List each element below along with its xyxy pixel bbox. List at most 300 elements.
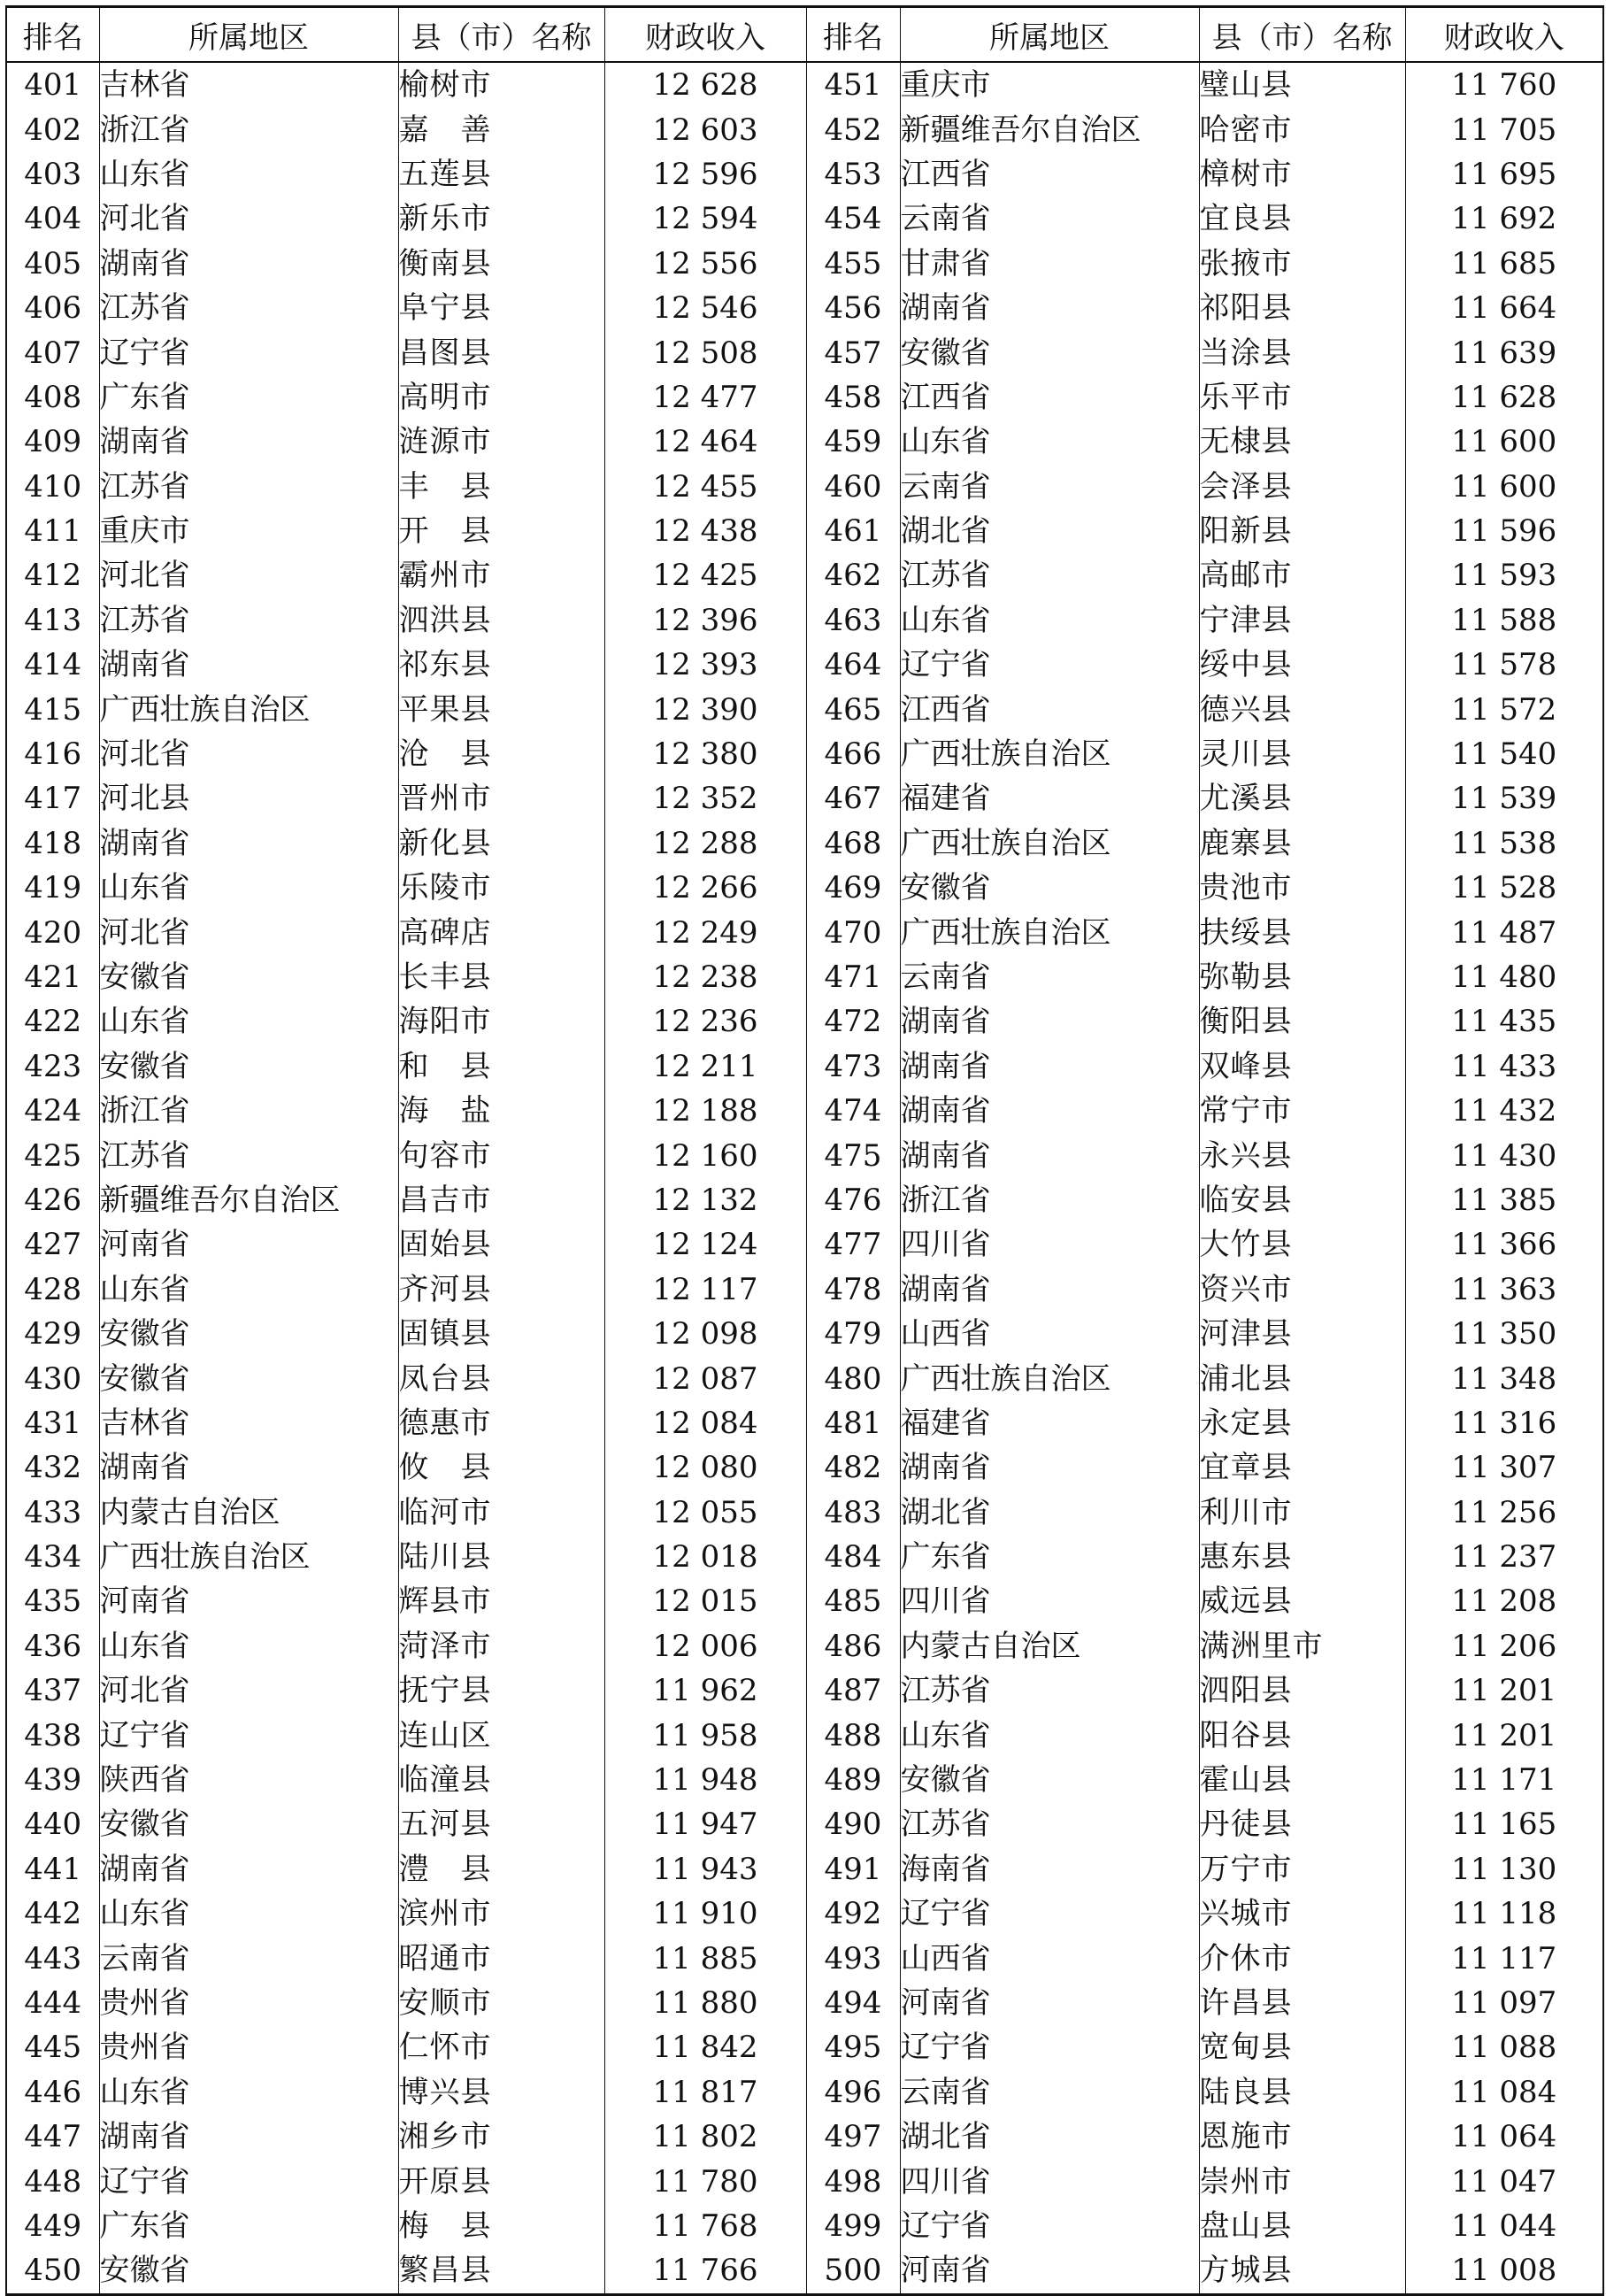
rank-cell: 428 — [6, 1267, 99, 1312]
table-row — [6, 107, 1603, 151]
rank-cell: 440 — [6, 1802, 99, 1846]
revenue-cell: 11 256 — [1405, 1491, 1603, 1535]
county-cell: 五河县 — [398, 1802, 604, 1846]
rank-cell: 452 — [806, 107, 900, 151]
revenue-cell: 11 780 — [604, 2159, 806, 2203]
table-body — [6, 62, 1603, 2294]
region-cell: 湖南省 — [900, 1044, 1199, 1089]
region-cell: 湖北省 — [900, 2115, 1199, 2159]
region-cell: 辽宁省 — [99, 330, 398, 374]
revenue-cell: 12 628 — [604, 62, 806, 107]
region-cell: 山东省 — [900, 420, 1199, 464]
region-cell: 江苏省 — [900, 1668, 1199, 1713]
region-cell: 四川省 — [900, 2159, 1199, 2203]
revenue-cell: 11 768 — [604, 2204, 806, 2248]
revenue-cell: 12 380 — [604, 732, 806, 776]
rank-cell: 445 — [6, 2025, 99, 2069]
revenue-cell: 12 266 — [604, 866, 806, 910]
table-row — [6, 1936, 1603, 1980]
table-row — [6, 1981, 1603, 2025]
revenue-cell: 11 118 — [1405, 1892, 1603, 1936]
rank-cell: 461 — [806, 509, 900, 553]
region-cell: 广西壮族自治区 — [900, 732, 1199, 776]
region-cell: 江苏省 — [99, 286, 398, 330]
rank-cell: 443 — [6, 1936, 99, 1980]
county-cell: 河津县 — [1199, 1312, 1405, 1356]
county-cell: 当涂县 — [1199, 330, 1405, 374]
rank-cell: 482 — [806, 1445, 900, 1490]
region-cell: 江西省 — [900, 152, 1199, 196]
revenue-cell: 11 208 — [1405, 1579, 1603, 1623]
county-cell: 兴城市 — [1199, 1892, 1405, 1936]
region-cell: 山东省 — [99, 866, 398, 910]
county-cell: 抚宁县 — [398, 1668, 604, 1713]
county-cell: 无棣县 — [1199, 420, 1405, 464]
revenue-cell: 11 628 — [1405, 375, 1603, 420]
revenue-cell: 11 885 — [604, 1936, 806, 1980]
county-cell: 满洲里市 — [1199, 1624, 1405, 1668]
table-row — [6, 1758, 1603, 1802]
rank-cell: 441 — [6, 1847, 99, 1892]
rank-cell: 442 — [6, 1892, 99, 1936]
revenue-cell: 11 480 — [1405, 955, 1603, 999]
rank-cell: 486 — [806, 1624, 900, 1668]
county-cell: 大竹县 — [1199, 1222, 1405, 1267]
rank-cell: 410 — [6, 465, 99, 509]
county-cell: 威远县 — [1199, 1579, 1405, 1623]
county-cell: 高碑店 — [398, 910, 604, 954]
region-cell: 河北省 — [99, 1668, 398, 1713]
region-cell: 安徽省 — [99, 2248, 398, 2294]
county-cell: 利川市 — [1199, 1491, 1405, 1535]
rank-cell: 448 — [6, 2159, 99, 2203]
county-cell: 高邮市 — [1199, 553, 1405, 597]
region-cell: 山西省 — [900, 1312, 1199, 1356]
revenue-cell: 11 044 — [1405, 2204, 1603, 2248]
region-cell: 河南省 — [900, 1981, 1199, 2025]
region-cell: 江苏省 — [900, 1802, 1199, 1846]
header-region-right: 所属地区 — [900, 7, 1199, 63]
rank-cell: 405 — [6, 242, 99, 286]
county-cell: 沧 县 — [398, 732, 604, 776]
county-cell: 崇州市 — [1199, 2159, 1405, 2203]
region-cell: 山东省 — [900, 1713, 1199, 1757]
table-row — [6, 910, 1603, 954]
revenue-cell: 12 464 — [604, 420, 806, 464]
rank-cell: 421 — [6, 955, 99, 999]
region-cell: 辽宁省 — [900, 1892, 1199, 1936]
header-county-right: 县（市）名称 — [1199, 7, 1405, 63]
county-cell: 德兴县 — [1199, 687, 1405, 731]
table-row — [6, 1802, 1603, 1846]
county-cell: 阜宁县 — [398, 286, 604, 330]
revenue-cell: 12 603 — [604, 107, 806, 151]
rank-cell: 479 — [806, 1312, 900, 1356]
fiscal-revenue-ranking-table — [5, 5, 1604, 2296]
rank-cell: 401 — [6, 62, 99, 107]
rank-cell: 417 — [6, 776, 99, 821]
county-cell: 连山区 — [398, 1713, 604, 1757]
table-row — [6, 2115, 1603, 2159]
region-cell: 山西省 — [900, 1936, 1199, 1980]
revenue-cell: 12 508 — [604, 330, 806, 374]
rank-cell: 427 — [6, 1222, 99, 1267]
revenue-cell: 12 236 — [604, 999, 806, 1044]
table-row — [6, 2204, 1603, 2248]
rank-cell: 437 — [6, 1668, 99, 1713]
region-cell: 江苏省 — [99, 1133, 398, 1177]
county-cell: 齐河县 — [398, 1267, 604, 1312]
region-cell: 安徽省 — [900, 1758, 1199, 1802]
county-cell: 辉县市 — [398, 1579, 604, 1623]
revenue-cell: 12 249 — [604, 910, 806, 954]
rank-cell: 436 — [6, 1624, 99, 1668]
revenue-cell: 12 546 — [604, 286, 806, 330]
rank-cell: 462 — [806, 553, 900, 597]
revenue-cell: 11 948 — [604, 1758, 806, 1802]
region-cell: 江苏省 — [99, 465, 398, 509]
county-cell: 会泽县 — [1199, 465, 1405, 509]
rank-cell: 494 — [806, 1981, 900, 2025]
rank-cell: 402 — [6, 107, 99, 151]
region-cell: 湖北省 — [900, 1491, 1199, 1535]
rank-cell: 459 — [806, 420, 900, 464]
revenue-cell: 11 366 — [1405, 1222, 1603, 1267]
table-row — [6, 1222, 1603, 1267]
region-cell: 安徽省 — [99, 1044, 398, 1089]
rank-cell: 403 — [6, 152, 99, 196]
region-cell: 贵州省 — [99, 1981, 398, 2025]
revenue-cell: 11 538 — [1405, 821, 1603, 866]
region-cell: 云南省 — [900, 465, 1199, 509]
rank-cell: 432 — [6, 1445, 99, 1490]
county-cell: 凤台县 — [398, 1356, 604, 1400]
county-cell: 哈密市 — [1199, 107, 1405, 151]
revenue-cell: 11 572 — [1405, 687, 1603, 731]
revenue-cell: 11 842 — [604, 2025, 806, 2069]
revenue-cell: 11 685 — [1405, 242, 1603, 286]
county-cell: 泗阳县 — [1199, 1668, 1405, 1713]
revenue-cell: 11 639 — [1405, 330, 1603, 374]
rank-cell: 478 — [806, 1267, 900, 1312]
region-cell: 湖南省 — [99, 821, 398, 866]
rank-cell: 413 — [6, 598, 99, 643]
revenue-cell: 11 664 — [1405, 286, 1603, 330]
revenue-cell: 12 396 — [604, 598, 806, 643]
table-row — [6, 1491, 1603, 1535]
revenue-cell: 12 124 — [604, 1222, 806, 1267]
region-cell: 河北县 — [99, 776, 398, 821]
county-cell: 灵川县 — [1199, 732, 1405, 776]
revenue-cell: 11 943 — [604, 1847, 806, 1892]
region-cell: 福建省 — [900, 1401, 1199, 1445]
region-cell: 重庆市 — [900, 62, 1199, 107]
region-cell: 云南省 — [99, 1936, 398, 1980]
revenue-cell: 11 084 — [1405, 2070, 1603, 2115]
region-cell: 湖南省 — [900, 1089, 1199, 1133]
rank-cell: 415 — [6, 687, 99, 731]
revenue-cell: 11 760 — [1405, 62, 1603, 107]
table-row — [6, 1401, 1603, 1445]
table-row — [6, 821, 1603, 866]
table-row — [6, 2025, 1603, 2069]
rank-cell: 466 — [806, 732, 900, 776]
revenue-cell: 12 015 — [604, 1579, 806, 1623]
revenue-cell: 12 006 — [604, 1624, 806, 1668]
rank-cell: 483 — [806, 1491, 900, 1535]
county-cell: 嘉 善 — [398, 107, 604, 151]
rank-cell: 474 — [806, 1089, 900, 1133]
rank-cell: 469 — [806, 866, 900, 910]
rank-cell: 414 — [6, 643, 99, 687]
county-cell: 万宁市 — [1199, 1847, 1405, 1892]
rank-cell: 438 — [6, 1713, 99, 1757]
region-cell: 江苏省 — [99, 598, 398, 643]
table-row — [6, 1713, 1603, 1757]
rank-cell: 455 — [806, 242, 900, 286]
revenue-cell: 11 432 — [1405, 1089, 1603, 1133]
rank-cell: 492 — [806, 1892, 900, 1936]
revenue-cell: 12 211 — [604, 1044, 806, 1089]
region-cell: 安徽省 — [900, 330, 1199, 374]
rank-cell: 491 — [806, 1847, 900, 1892]
revenue-cell: 11 363 — [1405, 1267, 1603, 1312]
county-cell: 新化县 — [398, 821, 604, 866]
revenue-cell: 11 201 — [1405, 1713, 1603, 1757]
rank-cell: 420 — [6, 910, 99, 954]
rank-cell: 463 — [806, 598, 900, 643]
county-cell: 盘山县 — [1199, 2204, 1405, 2248]
county-cell: 贵池市 — [1199, 866, 1405, 910]
county-cell: 开原县 — [398, 2159, 604, 2203]
county-cell: 尤溪县 — [1199, 776, 1405, 821]
revenue-cell: 12 098 — [604, 1312, 806, 1356]
region-cell: 辽宁省 — [99, 1713, 398, 1757]
region-cell: 广西壮族自治区 — [900, 821, 1199, 866]
rank-cell: 453 — [806, 152, 900, 196]
region-cell: 广西壮族自治区 — [99, 687, 398, 731]
rank-cell: 495 — [806, 2025, 900, 2069]
rank-cell: 430 — [6, 1356, 99, 1400]
county-cell: 衡阳县 — [1199, 999, 1405, 1044]
county-cell: 惠东县 — [1199, 1535, 1405, 1579]
table-row — [6, 955, 1603, 999]
rank-cell: 500 — [806, 2248, 900, 2294]
region-cell: 山东省 — [99, 2070, 398, 2115]
revenue-cell: 11 047 — [1405, 2159, 1603, 2203]
region-cell: 安徽省 — [99, 955, 398, 999]
rank-cell: 457 — [806, 330, 900, 374]
rank-cell: 431 — [6, 1401, 99, 1445]
rank-cell: 468 — [806, 821, 900, 866]
rank-cell: 426 — [6, 1178, 99, 1222]
rank-cell: 499 — [806, 2204, 900, 2248]
county-cell: 平果县 — [398, 687, 604, 731]
header-county-left: 县（市）名称 — [398, 7, 604, 63]
revenue-cell: 12 596 — [604, 152, 806, 196]
table-row — [6, 465, 1603, 509]
rank-cell: 470 — [806, 910, 900, 954]
revenue-cell: 11 695 — [1405, 152, 1603, 196]
table-row — [6, 2248, 1603, 2294]
region-cell: 福建省 — [900, 776, 1199, 821]
rank-cell: 406 — [6, 286, 99, 330]
revenue-cell: 11 802 — [604, 2115, 806, 2159]
revenue-cell: 11 766 — [604, 2248, 806, 2294]
revenue-cell: 12 594 — [604, 196, 806, 241]
county-cell: 澧 县 — [398, 1847, 604, 1892]
rank-cell: 485 — [806, 1579, 900, 1623]
region-cell: 江西省 — [900, 687, 1199, 731]
rank-cell: 425 — [6, 1133, 99, 1177]
rank-cell: 429 — [6, 1312, 99, 1356]
county-cell: 高明市 — [398, 375, 604, 420]
region-cell: 辽宁省 — [99, 2159, 398, 2203]
revenue-cell: 11 088 — [1405, 2025, 1603, 2069]
county-cell: 长丰县 — [398, 955, 604, 999]
region-cell: 湖南省 — [900, 286, 1199, 330]
rank-cell: 460 — [806, 465, 900, 509]
region-cell: 河北省 — [99, 732, 398, 776]
revenue-cell: 12 084 — [604, 1401, 806, 1445]
county-cell: 博兴县 — [398, 2070, 604, 2115]
region-cell: 湖南省 — [900, 999, 1199, 1044]
region-cell: 山东省 — [99, 999, 398, 1044]
rank-cell: 471 — [806, 955, 900, 999]
region-cell: 安徽省 — [99, 1312, 398, 1356]
table-row — [6, 1356, 1603, 1400]
rank-cell: 407 — [6, 330, 99, 374]
region-cell: 辽宁省 — [900, 2204, 1199, 2248]
rank-cell: 456 — [806, 286, 900, 330]
county-cell: 陆良县 — [1199, 2070, 1405, 2115]
rank-cell: 464 — [806, 643, 900, 687]
revenue-cell: 11 692 — [1405, 196, 1603, 241]
rank-cell: 408 — [6, 375, 99, 420]
table-row — [6, 643, 1603, 687]
rank-cell: 409 — [6, 420, 99, 464]
region-cell: 云南省 — [900, 196, 1199, 241]
rank-cell: 473 — [806, 1044, 900, 1089]
table-row — [6, 152, 1603, 196]
region-cell: 江苏省 — [900, 553, 1199, 597]
county-cell: 许昌县 — [1199, 1981, 1405, 2025]
county-cell: 句容市 — [398, 1133, 604, 1177]
revenue-cell: 12 080 — [604, 1445, 806, 1490]
revenue-cell: 11 528 — [1405, 866, 1603, 910]
revenue-cell: 12 438 — [604, 509, 806, 553]
region-cell: 甘肃省 — [900, 242, 1199, 286]
county-cell: 昌吉市 — [398, 1178, 604, 1222]
region-cell: 陕西省 — [99, 1758, 398, 1802]
table-row — [6, 776, 1603, 821]
revenue-cell: 11 596 — [1405, 509, 1603, 553]
region-cell: 内蒙古自治区 — [99, 1491, 398, 1535]
rank-cell: 446 — [6, 2070, 99, 2115]
region-cell: 湖北省 — [900, 509, 1199, 553]
revenue-cell: 12 352 — [604, 776, 806, 821]
county-cell: 丹徒县 — [1199, 1802, 1405, 1846]
revenue-cell: 12 117 — [604, 1267, 806, 1312]
county-cell: 浦北县 — [1199, 1356, 1405, 1400]
region-cell: 广东省 — [99, 375, 398, 420]
region-cell: 海南省 — [900, 1847, 1199, 1892]
region-cell: 安徽省 — [900, 866, 1199, 910]
region-cell: 内蒙古自治区 — [900, 1624, 1199, 1668]
revenue-cell: 11 165 — [1405, 1802, 1603, 1846]
table-row — [6, 2070, 1603, 2115]
county-cell: 双峰县 — [1199, 1044, 1405, 1089]
table-row — [6, 1178, 1603, 1222]
county-cell: 湘乡市 — [398, 2115, 604, 2159]
region-cell: 浙江省 — [900, 1178, 1199, 1222]
rank-cell: 487 — [806, 1668, 900, 1713]
revenue-cell: 12 556 — [604, 242, 806, 286]
rank-cell: 480 — [806, 1356, 900, 1400]
table-row — [6, 196, 1603, 241]
revenue-cell: 11 600 — [1405, 420, 1603, 464]
rank-cell: 450 — [6, 2248, 99, 2294]
region-cell: 河南省 — [900, 2248, 1199, 2294]
county-cell: 临安县 — [1199, 1178, 1405, 1222]
region-cell: 云南省 — [900, 2070, 1199, 2115]
region-cell: 重庆市 — [99, 509, 398, 553]
county-cell: 泗洪县 — [398, 598, 604, 643]
table-row — [6, 375, 1603, 420]
region-cell: 河北省 — [99, 553, 398, 597]
rank-cell: 434 — [6, 1535, 99, 1579]
header-rank-left: 排名 — [6, 7, 99, 63]
county-cell: 菏泽市 — [398, 1624, 604, 1668]
region-cell: 浙江省 — [99, 1089, 398, 1133]
region-cell: 河北省 — [99, 196, 398, 241]
rank-cell: 484 — [806, 1535, 900, 1579]
revenue-cell: 11 705 — [1405, 107, 1603, 151]
revenue-cell: 11 435 — [1405, 999, 1603, 1044]
county-cell: 新乐市 — [398, 196, 604, 241]
county-cell: 五莲县 — [398, 152, 604, 196]
county-cell: 恩施市 — [1199, 2115, 1405, 2159]
header-revenue-left: 财政收入 — [604, 7, 806, 63]
region-cell: 云南省 — [900, 955, 1199, 999]
region-cell: 湖南省 — [99, 420, 398, 464]
revenue-cell: 11 316 — [1405, 1401, 1603, 1445]
table-row — [6, 1624, 1603, 1668]
rank-cell: 481 — [806, 1401, 900, 1445]
rank-cell: 489 — [806, 1758, 900, 1802]
table-row — [6, 1267, 1603, 1312]
rank-cell: 439 — [6, 1758, 99, 1802]
revenue-cell: 11 201 — [1405, 1668, 1603, 1713]
rank-cell: 496 — [806, 2070, 900, 2115]
county-cell: 丰 县 — [398, 465, 604, 509]
revenue-cell: 12 132 — [604, 1178, 806, 1222]
revenue-cell: 12 087 — [604, 1356, 806, 1400]
revenue-cell: 11 593 — [1405, 553, 1603, 597]
revenue-cell: 12 055 — [604, 1491, 806, 1535]
table-row — [6, 62, 1603, 107]
region-cell: 山东省 — [99, 1892, 398, 1936]
table-row — [6, 866, 1603, 910]
county-cell: 昭通市 — [398, 1936, 604, 1980]
table-row — [6, 420, 1603, 464]
county-cell: 宜良县 — [1199, 196, 1405, 241]
county-cell: 资兴市 — [1199, 1267, 1405, 1312]
region-cell: 山东省 — [900, 598, 1199, 643]
revenue-cell: 12 018 — [604, 1535, 806, 1579]
region-cell: 湖南省 — [99, 1445, 398, 1490]
rank-cell: 449 — [6, 2204, 99, 2248]
